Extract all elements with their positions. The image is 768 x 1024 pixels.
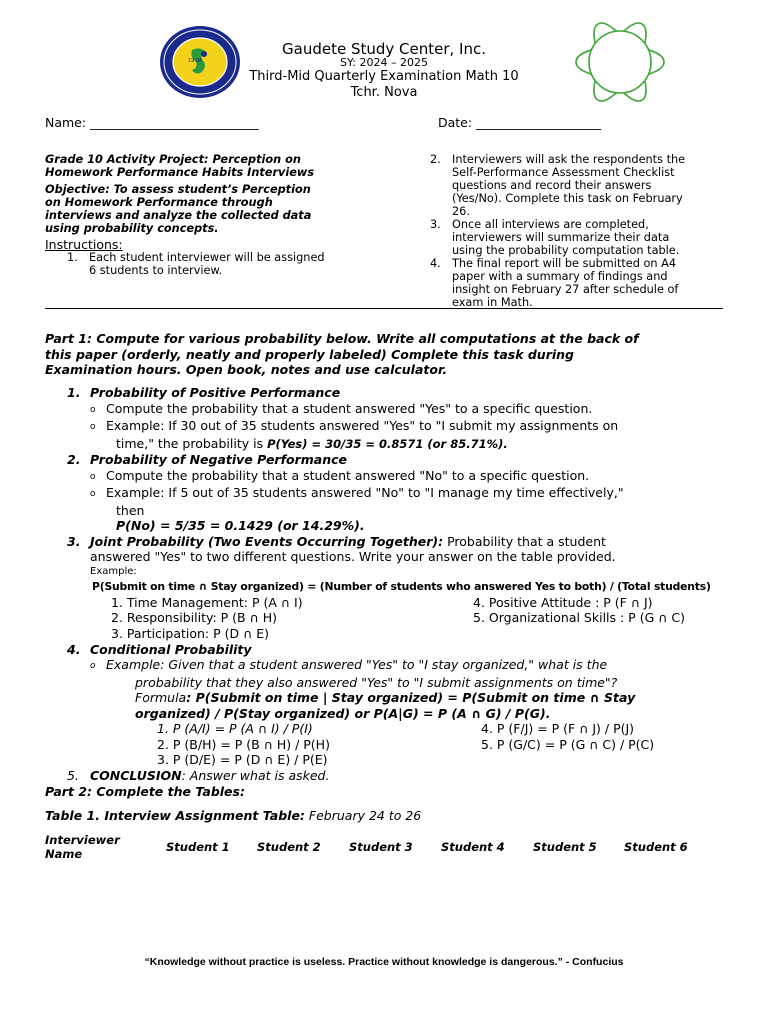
part1-items <box>67 385 757 784</box>
activity-left <box>45 153 375 277</box>
section-heading: 3. Joint Probability (Two Events Occurring Together): Probability that a student <box>67 533 606 549</box>
bullet-item: time," the probability is P(Yes) = 30/35 = 0.8571 (or 85.71%). <box>116 435 508 451</box>
section-text: answered "Yes" to two different questions. Write your answer on the table provided. <box>90 549 616 564</box>
activity-title: Grade 10 Activity Project: Perception on <box>45 153 301 166</box>
table1-title: Table 1. Interview Assignment Table: February 24 to 26 <box>45 808 422 823</box>
column-header: Student 1 <box>166 840 230 854</box>
exam-title: Third-Mid Quarterly Examination Math 10 <box>249 69 519 84</box>
list-item: 1. P (A/I) = P (A ∩ I) / P(I) <box>157 721 313 736</box>
footer-quote: “Knowledge without practice is useless. Practice without knowledge is dangerous.” - Confucius <box>144 956 624 968</box>
list-item: 2. Responsibility: P (B ∩ H) <box>111 610 277 625</box>
divider <box>45 308 723 309</box>
column-header: Interviewer Name <box>45 833 120 861</box>
circle-bullet-icon: o <box>90 422 96 432</box>
objective: on Homework Performance through <box>45 196 273 209</box>
section-heading: 4. Conditional Probability <box>67 641 252 657</box>
column-header: Student 4 <box>441 840 505 854</box>
list-item: 5. Organizational Skills : P (G ∩ C) <box>473 610 685 625</box>
section-heading: 1. Probability of Positive Performance <box>67 385 341 400</box>
list-item: 4. P (F/J) = P (F ∩ J) / P(J) <box>481 721 635 736</box>
instruction-item: Interviewers will ask the respondents the <box>452 153 686 166</box>
school-year: SY: 2024 – 2025 <box>340 56 428 69</box>
instruction-item: Once all interviews are completed, <box>452 218 649 231</box>
list-item: 4. Positive Attitude : P (F ∩ J) <box>473 594 653 610</box>
instruction-item: (Yes/No). Complete this task on February <box>452 192 683 205</box>
activity-right <box>430 153 730 309</box>
name-field[interactable]: Name: ___________________________ <box>45 115 259 130</box>
bullet-item: o Compute the probability that a student answered "No" to a specific question. <box>67 468 757 486</box>
formula: organized) / P(Stay organized) or P(A|G) = P (A ∩ G) / P(G). <box>135 705 551 721</box>
date-field[interactable]: Date: ____________________ <box>438 115 602 130</box>
conditional-list <box>67 721 757 768</box>
school-name: Gaudete Study Center, Inc. <box>282 40 486 58</box>
objective: interviews and analyze the collected data <box>45 209 312 222</box>
part2-title: Part 2: Complete the Tables: <box>45 784 245 799</box>
instruction-item: The final report will be submitted on A4 <box>452 257 677 270</box>
list-item: 2. P (B/H) = P (B ∩ H) / P(H) <box>157 736 330 752</box>
instruction-item: insight on February 27 after schedule of <box>452 283 679 296</box>
atom-icon <box>572 14 668 110</box>
bullet-item: probability that they also answered "Yes" to "I submit assignments on time"? <box>135 674 618 690</box>
column-header: Student 2 <box>257 840 321 854</box>
objective: Objective: To assess student’s Perception <box>45 183 311 196</box>
instruction-item: 6 students to interview. <box>89 264 223 277</box>
formula: P(Submit on time ∩ Stay organized) = (Number of students who answered Yes to both) / (Total students) <box>92 579 711 593</box>
circle-bullet-icon: o <box>90 489 96 499</box>
instructions-label: Instructions: <box>45 237 123 252</box>
bullet-item: o Compute the probability that a student answered "Yes" to a specific question. <box>67 401 757 419</box>
instruction-number: 1. <box>67 251 78 264</box>
activity-title: Homework Performance Habits Interviews <box>45 166 315 179</box>
column-header: Student 5 <box>533 840 597 854</box>
example-label: Example: <box>90 565 137 577</box>
bullet-item: then <box>116 502 145 518</box>
circle-bullet-icon: o <box>90 661 96 671</box>
formula: P(No) = 5/35 = 0.1429 (or 14.29%). <box>116 518 365 533</box>
column-header: Student 3 <box>349 840 413 854</box>
list-item: 3. P (D/E) = P (D ∩ E) / P(E) <box>157 752 328 767</box>
formula: Formula: P(Submit on time | Stay organized) = P(Submit on time ∩ Stay <box>135 690 636 705</box>
instruction-item: Self-Performance Assessment Checklist <box>452 166 675 179</box>
bullet-item: o Example: If 30 out of 35 students answered "Yes" to "I submit my assignments on <box>67 418 757 436</box>
list-item: 3. Participation: P (D ∩ E) <box>111 625 270 641</box>
teacher-name: Tchr. Nova <box>350 85 418 100</box>
instruction-item: paper with a summary of findings and <box>452 270 668 283</box>
column-header: Student 6 <box>624 840 688 854</box>
svg-text:19 98: 19 98 <box>188 58 203 64</box>
circle-bullet-icon: o <box>90 404 96 415</box>
instruction-item: 26. <box>452 205 470 218</box>
part1-intro: Part 1: Compute for various probability below. Write all computations at the back of this paper (orderly, neatly and properly labeled) Complete this task during Examination hours. Open book, notes and use calculator. <box>45 331 639 377</box>
instruction-number: 2. <box>430 153 441 166</box>
bullet-item: o Example: If 5 out of 35 students answered "No" to "I manage my time effectively," <box>67 485 757 503</box>
list-item: 1. Time Management: P (A ∩ I) <box>111 594 303 610</box>
objective: using probability concepts. <box>45 222 219 235</box>
instruction-number: 4. <box>430 257 441 270</box>
atom-logo <box>572 14 668 110</box>
instruction-item: exam in Math. <box>452 296 533 309</box>
instruction-item: interviewers will summarize their data <box>452 231 670 244</box>
instruction-item: using the probability computation table. <box>452 244 680 257</box>
joint-list <box>67 595 757 642</box>
section-heading: 5. CONCLUSION: Answer what is asked. <box>67 768 330 783</box>
instruction-item: questions and record their answers <box>452 179 652 192</box>
instruction-item: 1. Each student interviewer will be assigned <box>67 251 325 264</box>
bullet-item: o Example: Given that a student answered "Yes" to "I stay organized," what is the <box>67 657 757 675</box>
list-item: 5. P (G/C) = P (G ∩ C) / P(C) <box>481 736 655 752</box>
instruction-number: 3. <box>430 218 441 231</box>
section-heading: 2. Probability of Negative Performance <box>67 452 348 467</box>
circle-bullet-icon: o <box>90 471 96 482</box>
